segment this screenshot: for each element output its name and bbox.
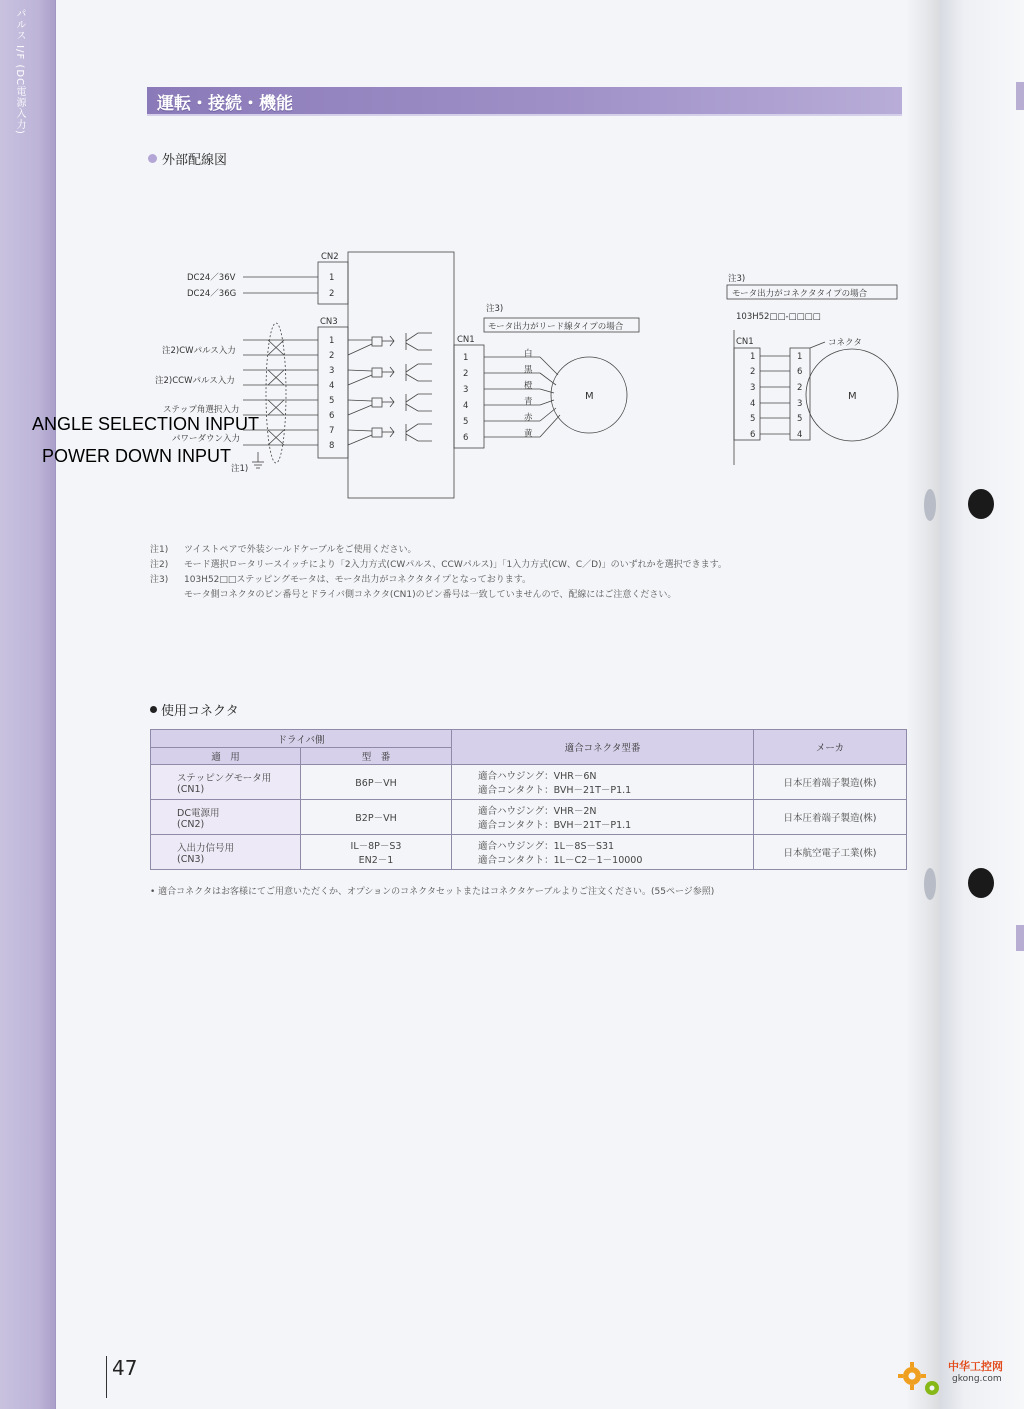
angle-selection-overlay: ANGLE SELECTION INPUT <box>32 414 260 434</box>
wire-color-label: 青 <box>524 397 533 407</box>
table-row: DC電源用 (CN2) B2P－VH 適合ハウジング：VHR－2N 適合コンタクト：BVH－21T－P1.1 日本圧着端子製造(株) <box>151 800 907 835</box>
cn3-signal-label: ステップ角選択入力 <box>163 405 240 415</box>
cn2-input-label: DC24／36G <box>187 289 237 299</box>
wire-color-label: 赤 <box>524 413 533 423</box>
cn1-pin: 6 <box>463 433 469 443</box>
cn3-signal-label: パワーダウン入力 <box>172 434 241 444</box>
driver-body <box>348 252 454 498</box>
mating-connector-header: 適合コネクタ型番 <box>452 730 754 765</box>
cn3-signal-label: 注2)CWパルス入力 <box>162 346 236 356</box>
diagram-notes <box>150 543 727 603</box>
binder-hole-shadow <box>924 868 936 900</box>
motor-pin: 2 <box>797 383 803 393</box>
note-row: 注3) 103H52□□ステッピングモータは、モータ出力がコネクタタイプとなっております。 <box>150 575 531 585</box>
ground-note: 注1) <box>231 464 249 474</box>
cn1-right-pin: 2 <box>750 367 756 377</box>
wire-color-label: 橙 <box>524 381 533 391</box>
cn1-pin: 5 <box>463 417 469 427</box>
cn1-block <box>454 345 484 448</box>
cn1-right-pin: 6 <box>750 430 756 440</box>
cn1-right-pin: 5 <box>750 414 756 424</box>
motor-pin: 4 <box>797 430 803 440</box>
wire-color-label: 白 <box>524 349 533 359</box>
wire-color-label: 黄 <box>524 429 533 439</box>
usage-header: 適 用 <box>151 748 301 765</box>
power-down-overlay: POWER DOWN INPUT <box>42 446 231 466</box>
motor-model: 103H52□□-□□□□ <box>736 312 821 322</box>
cn3-block <box>318 327 348 458</box>
connector-table <box>150 729 907 870</box>
connectors-heading-text: 使用コネクタ <box>161 704 239 719</box>
optocoupler-group <box>348 333 432 445</box>
note-row: 注1) ツイストペアで外装シールドケーブルをご使用ください。 <box>150 545 417 555</box>
cn2-pin: 1 <box>329 273 335 283</box>
cn1-pin: 2 <box>463 369 469 379</box>
cn1-right-pin: 1 <box>750 352 756 362</box>
motor-pin: 6 <box>797 367 803 377</box>
section-title: 運転・接続・機能 <box>157 94 293 114</box>
cn1-pin: 3 <box>463 385 469 395</box>
cn1-right-block <box>734 348 760 440</box>
note-row: モータ側コネクタのピン番号とドライバ側コネクタ(CN1)のピン番号は一致していませんので、配線にはご注意ください。 <box>184 590 677 600</box>
connector-footnote: • 適合コネクタはお客様にてご用意いただくか、オプションのコネクタセットまたはコネクタケーブルよりご注文ください。(55ページ参照) <box>150 887 715 897</box>
binder-hole <box>968 868 994 898</box>
cn3-pin: 6 <box>329 411 335 421</box>
motor-pin: 5 <box>797 414 803 424</box>
connector-callout: コネクタ <box>828 338 862 348</box>
cn1-label: CN1 <box>457 335 475 345</box>
maker-header: メーカ <box>754 730 907 765</box>
page-number-rule <box>106 1356 107 1398</box>
motor-pin: 3 <box>797 399 803 409</box>
right-index-tab <box>1016 925 1024 951</box>
lead-note-label: モータ出力がリード線タイプの場合 <box>488 322 624 332</box>
model-header: 型 番 <box>301 748 452 765</box>
cn1-pin: 1 <box>463 353 469 363</box>
page-number: 47 <box>112 1356 138 1380</box>
cn2-label: CN2 <box>321 252 339 262</box>
cn3-pin: 8 <box>329 441 335 451</box>
cn3-signal-label: 注2)CCWパルス入力 <box>155 376 235 386</box>
connector-note-label: モータ出力がコネクタタイプの場合 <box>732 289 868 299</box>
motor-label-right: M <box>848 391 857 402</box>
lead-note-mark: 注3) <box>486 304 504 314</box>
cn3-label: CN3 <box>320 317 338 327</box>
cn3-pin: 1 <box>329 336 335 346</box>
cn1-right-label: CN1 <box>736 337 754 347</box>
cn3-pin: 3 <box>329 366 335 376</box>
cn1-right-pin: 4 <box>750 399 756 409</box>
note-row: 注2) モード選択ロータリースイッチにより「2入力方式(CWパルス、CCWパルス)」「1入力方式(CW、C／D)」のいずれかを選択できます。 <box>150 560 727 570</box>
connectors-heading <box>150 700 239 719</box>
side-index-label: パルス I/F (DC電源入力) <box>14 8 25 135</box>
cn3-pin: 7 <box>329 426 335 436</box>
motor-label: M <box>585 391 594 402</box>
black-bullet-icon <box>150 706 157 713</box>
motor-pin: 1 <box>797 352 803 362</box>
connector-note-mark: 注3) <box>728 274 746 284</box>
small-bullet-icon: • <box>150 887 159 897</box>
table-row: 入出力信号用 (CN3) IL－8P－S3 EN2－1 適合ハウジング：1L－8S－S31 適合コンタクト：1L－C2－1－10000 日本航空電子工業(株) <box>151 835 907 870</box>
cn1-pin: 4 <box>463 401 469 411</box>
cn3-pin: 4 <box>329 381 335 391</box>
cable-shield <box>266 323 286 463</box>
wire-color-label: 黒 <box>524 365 533 375</box>
cn3-pin: 5 <box>329 396 335 406</box>
cn2-pin: 2 <box>329 289 335 299</box>
table-row: ステッピングモータ用 (CN1) B6P－VH 適合ハウジング：VHR－6N 適合コンタクト：BVH－21T－P1.1 日本圧着端子製造(株) <box>151 765 907 800</box>
watermark-text: 中华工控网 <box>948 1360 1003 1373</box>
cn3-pin: 2 <box>329 351 335 361</box>
watermark-url: gkong.com <box>952 1374 1002 1384</box>
cn2-input-label: DC24／36V <box>187 273 236 283</box>
cn1-right-pin: 3 <box>750 383 756 393</box>
driver-side-header: ドライバ側 <box>151 730 452 748</box>
wiring-heading-text: 外部配線図 <box>162 153 228 168</box>
